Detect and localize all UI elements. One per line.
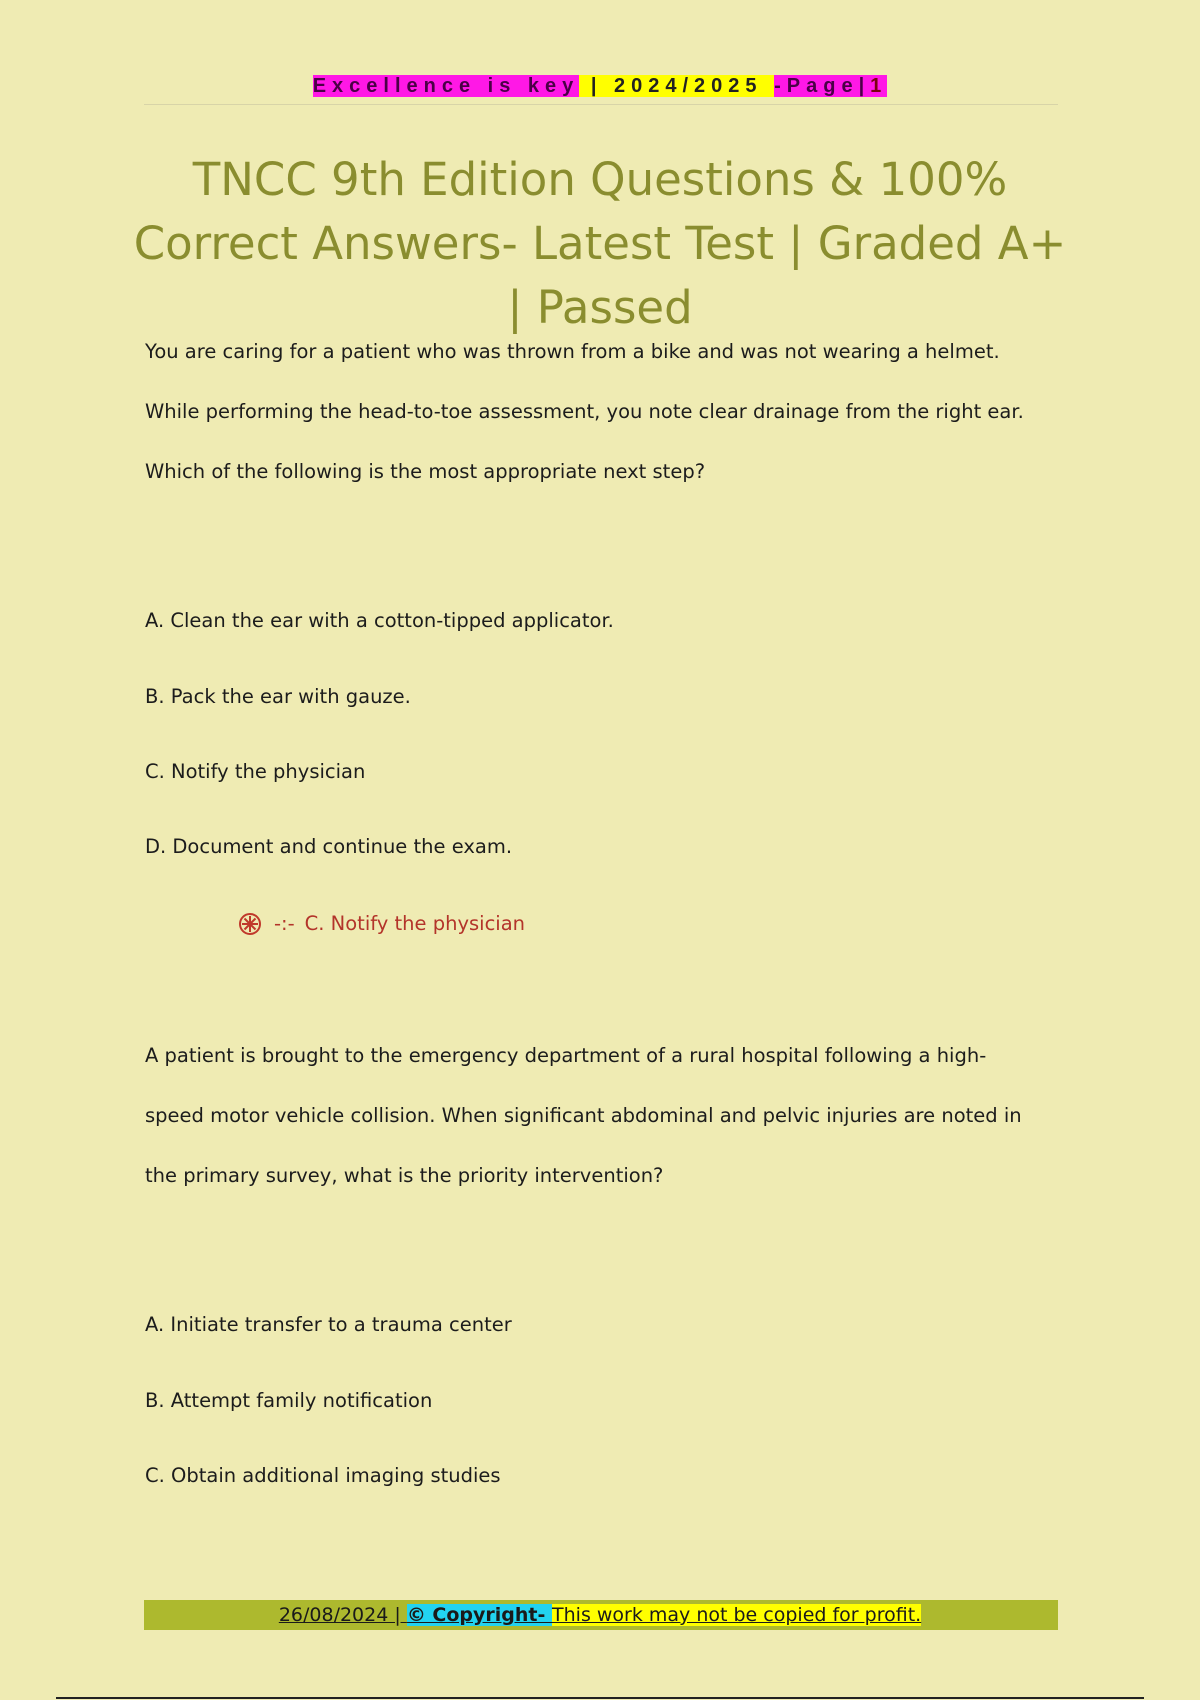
question-1-option-a: A. Clean the ear with a cotton-tipped applicator. — [145, 609, 614, 632]
footer-notice: This work may not be copied for profit. — [552, 1604, 922, 1626]
header-year-block — [579, 75, 774, 97]
question-1-line-1: You are caring for a patient who was thrown from a bike and was not wearing a helmet. — [145, 340, 1000, 363]
title-line-2: Correct Answers- Latest Test | Graded A+ — [133, 217, 1067, 270]
footer-copyright: © Copyright- — [406, 1604, 553, 1626]
page-footer — [0, 1600, 1200, 1630]
question-1-answer — [238, 909, 525, 939]
question-2-option-c: C. Obtain additional imaging studies — [145, 1464, 501, 1487]
title-line-3: | Passed — [507, 281, 693, 334]
question-2-line-2: speed motor vehicle collision. When significant abdominal and pelvic injuries are noted in — [145, 1104, 1022, 1127]
question-1-option-c: C. Notify the physician — [145, 760, 366, 783]
header-page-number: 1 — [870, 75, 888, 97]
question-2-text — [145, 1041, 1065, 1221]
question-1-text — [145, 337, 1065, 517]
footer-date: 26/08/2024 | — [278, 1604, 407, 1626]
answer-text: C. Notify the physician — [304, 912, 526, 935]
header-page-label: -Page| — [774, 75, 871, 97]
question-1-line-2: While performing the head-to-toe assessment, you note clear drainage from the right ear. — [145, 400, 1024, 423]
red-asterisk-circle-icon — [238, 912, 262, 936]
question-2-line-3: the primary survey, what is the priority intervention? — [145, 1164, 664, 1187]
question-2-option-b: B. Attempt family notification — [145, 1389, 433, 1412]
question-2-line-1: A patient is brought to the emergency department of a rural hospital following a high- — [145, 1044, 987, 1067]
answer-separator: -:- — [274, 912, 295, 935]
title-line-1: TNCC 9th Edition Questions & 100% — [192, 153, 1008, 206]
question-1-option-d: D. Document and continue the exam. — [145, 835, 513, 858]
page-header — [0, 70, 1200, 102]
header-year: 2024/2025 — [614, 75, 763, 97]
header-divider — [144, 104, 1058, 105]
question-2-option-a: A. Initiate transfer to a trauma center — [145, 1313, 512, 1336]
question-1-line-3: Which of the following is the most appropriate next step? — [145, 460, 706, 483]
bottom-divider — [56, 1697, 1144, 1699]
header-separator: | — [590, 75, 603, 97]
document-title — [130, 148, 1070, 340]
question-1-option-b: B. Pack the ear with gauze. — [145, 685, 411, 708]
header-brand: Excellence is key — [312, 75, 580, 97]
